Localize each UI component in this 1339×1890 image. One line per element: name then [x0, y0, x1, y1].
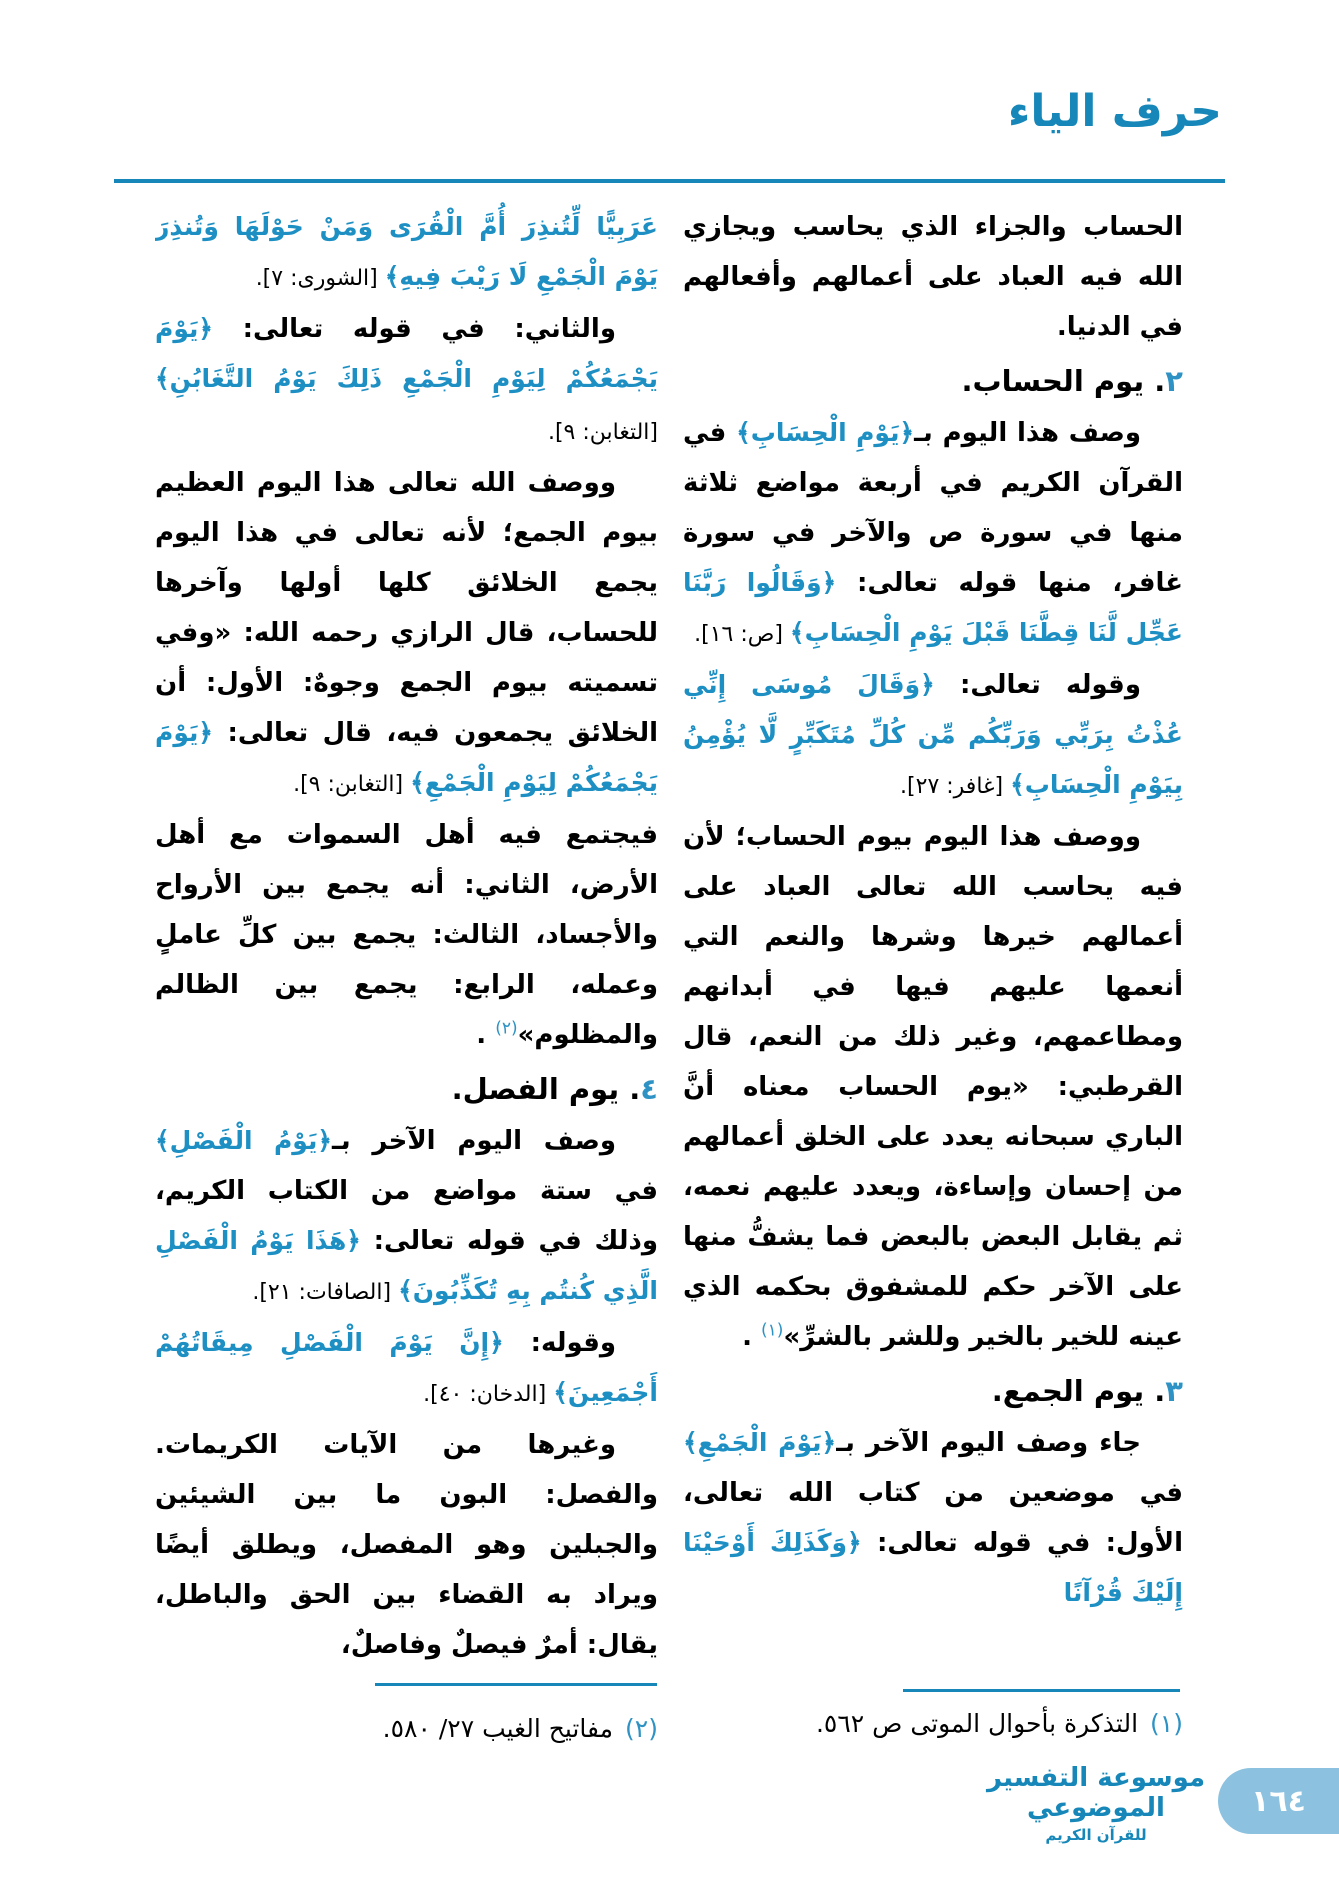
- publisher-logo-title: موسوعة التفسير الموضوعي: [986, 1763, 1206, 1823]
- quran-verse: ﴿يَوْمَ الْجَمْعِ﴾: [683, 1428, 837, 1457]
- body-text: في موضعين من كتاب الله تعالى، الأول: في قوله تعالى:: [683, 1478, 1183, 1558]
- footnote-2-text: مفاتيح الغيب ٢٧/ ٥٨٠.: [382, 1714, 614, 1743]
- footnote-1-number: (١): [1150, 1709, 1183, 1738]
- quran-verse: ﴿إِنَّ يَوْمَ الْفَصْلِ مِيقَاتُهُمْ أَجْمَعِينَ﴾: [155, 1328, 658, 1407]
- body-text: وقوله:: [503, 1328, 617, 1358]
- quran-verse: ﴿يَوْمُ الْفَصْلِ﴾: [155, 1126, 332, 1155]
- paragraph: [155, 458, 658, 810]
- body-text: فيجتمع فيه أهل السموات مع أهل الأرض، الثاني: أنه يجمع بين الأرواح والأجساد، الثالث: يجمع بين كلِّ عاملٍ وعمله، الرابع: يجمع بين الظالم والمظلوم»: [155, 820, 658, 1050]
- verse-reference: [التغابن: ٩].: [547, 420, 658, 445]
- verse-reference: [التغابن: ٩].: [293, 772, 411, 797]
- paragraph: [683, 202, 1183, 352]
- quran-verse: عَرَبِيًّا لِّتُنذِرَ أُمَّ الْقُرَى وَمَنْ حَوْلَهَا وَتُنذِرَ يَوْمَ الْجَمْعِ لَا رَيْبَ فِيهِ﴾: [155, 212, 658, 291]
- paragraph: [683, 812, 1183, 1362]
- chapter-header-title: حرف الياء: [1007, 86, 1222, 137]
- footnote-marker: (١): [761, 1320, 784, 1341]
- publisher-logo-subtitle: للقرآن الكريم: [1045, 1825, 1147, 1844]
- body-text: ووصف هذا اليوم بيوم الحساب؛ لأن فيه يحاسب الله تعالى العباد على أعمالهم خيرها وشرها والنعم التي أنعمها عليهم فيها في أبدانهم ومطاعمهم، وغير ذلك من النعم، قال القرطبي: «يوم الحساب معناه أنَّ الباري سبحانه يعدد على الخلق أعمالهم من إحسان وإساءة، ويعدد عليهم نعمه، ثم يقابل البعض بالبعض فما يشفُّ منها على الآخر حكم للمشفوق بحكمه الذي عينه للخير بالخير وللشر بالشرِّ»: [683, 822, 1183, 1352]
- text-column-right: [683, 202, 1183, 1680]
- body-text: جاء وصف اليوم الآخر بـ: [836, 1428, 1141, 1458]
- verse-reference: [الصافات: ٢١].: [252, 1280, 399, 1305]
- body-text: في ستة مواضع من الكتاب الكريم، وذلك في قوله تعالى:: [155, 1176, 658, 1256]
- body-text: وصف هذا اليوم بـ: [914, 418, 1141, 448]
- paragraph: [683, 1418, 1183, 1618]
- footnote-marker: (٢): [495, 1018, 518, 1039]
- body-text: وغيرها من الآيات الكريمات. والفصل: البون ما بين الشيئين والجبلين وهو المفصل، ويطلق أيضًا ويراد به القضاء بين الحق والباطل، يقال: أمرٌ فيصلٌ وفاصلٌ،: [155, 1430, 658, 1660]
- body-text: ووصف الله تعالى هذا اليوم العظيم بيوم الجمع؛ لأنه تعالى في هذا اليوم يجمع الخلائق كلها أولها وآخرها للحساب، قال الرازي رحمه الله: «وفي تسميته بيوم الجمع وجوهٌ: الأول: أن الخلائق يجمعون فيه، قال تعالى:: [155, 468, 658, 748]
- body-text: الحساب والجزاء الذي يحاسب ويجازي الله فيه العباد على أعمالهم وأفعالهم في الدنيا.: [683, 212, 1183, 342]
- body-text: .: [476, 1020, 496, 1050]
- footnote-1: [683, 1701, 1183, 1747]
- body-text: والثاني: في قوله تعالى:: [213, 314, 616, 344]
- paragraph: [155, 202, 658, 304]
- quran-verse: ﴿وَكَذَلِكَ أَوْحَيْنَا إِلَيْكَ قُرْآنًا: [683, 1528, 1183, 1607]
- section-heading-number: ٤: [640, 1072, 658, 1106]
- paragraph: [155, 810, 658, 1060]
- verse-reference: [غافر: ٢٧].: [900, 774, 1011, 799]
- body-text: وصف اليوم الآخر بـ: [332, 1126, 616, 1156]
- section-heading-number: ٢: [1165, 364, 1183, 398]
- section-heading-number: ٣: [1165, 1374, 1183, 1408]
- publisher-logo: [982, 1764, 1210, 1844]
- section-heading-text: . يوم الفصل.: [451, 1072, 641, 1106]
- section-heading: [683, 356, 1183, 406]
- quran-verse: ﴿هَذَا يَوْمُ الْفَصْلِ الَّذِي كُنتُم بِهِ تُكَذِّبُونَ﴾: [155, 1226, 658, 1305]
- quran-verse: ﴿يَوْمَ يَجْمَعُكُمْ لِيَوْمِ الْجَمْعِ﴾: [155, 718, 658, 797]
- section-heading-text: . يوم الجمع.: [991, 1374, 1166, 1408]
- quran-verse: ﴿وَقَالُوا رَبَّنَا عَجِّل لَّنَا قِطَّنَا قَبْلَ يَوْمِ الْحِسَابِ﴾: [683, 568, 1183, 647]
- verse-reference: [الشورى: ٧].: [255, 266, 385, 291]
- footnote-separator-right: [903, 1689, 1180, 1692]
- section-heading-text: . يوم الحساب.: [961, 364, 1166, 398]
- page-number-badge: [1218, 1768, 1339, 1834]
- section-heading: [155, 1064, 658, 1114]
- footnote-2: [155, 1706, 658, 1752]
- paragraph: [155, 1318, 658, 1420]
- header-rule: [114, 179, 1225, 183]
- verse-reference: [ص: ١٦].: [694, 622, 790, 647]
- paragraph: [155, 1420, 658, 1670]
- text-column-left: [155, 202, 658, 1680]
- page-number: ١٦٤: [1251, 1783, 1306, 1819]
- paragraph: [155, 304, 658, 458]
- footnote-2-number: (٢): [625, 1714, 658, 1743]
- footnote-separator-left: [375, 1683, 657, 1686]
- footnote-1-text: التذكرة بأحوال الموتى ص ٥٦٢.: [815, 1709, 1139, 1738]
- paragraph: [683, 408, 1183, 660]
- body-text: .: [742, 1322, 762, 1352]
- verse-reference: [الدخان: ٤٠].: [423, 1382, 554, 1407]
- quran-verse: ﴿وَقَالَ مُوسَى إِنِّي عُذْتُ بِرَبِّي وَرَبِّكُم مِّن كُلِّ مُتَكَبِّرٍ لَّا يُؤْمِنُ بِيَوْمِ الْحِسَابِ﴾: [683, 670, 1183, 799]
- body-text: في القرآن الكريم في أربعة مواضع ثلاثة منها في سورة ص والآخر في سورة غافر، منها قوله تعالى:: [683, 418, 1183, 598]
- body-text: وقوله تعالى:: [934, 670, 1141, 700]
- paragraph: [683, 660, 1183, 812]
- quran-verse: ﴿يَوْمِ الْحِسَابِ﴾: [736, 418, 915, 447]
- section-heading: [683, 1366, 1183, 1416]
- quran-verse: ﴿يَوْمَ يَجْمَعُكُمْ لِيَوْمِ الْجَمْعِ ذَلِكَ يَوْمُ التَّغَابُنِ﴾: [155, 314, 658, 393]
- paragraph: [155, 1116, 658, 1318]
